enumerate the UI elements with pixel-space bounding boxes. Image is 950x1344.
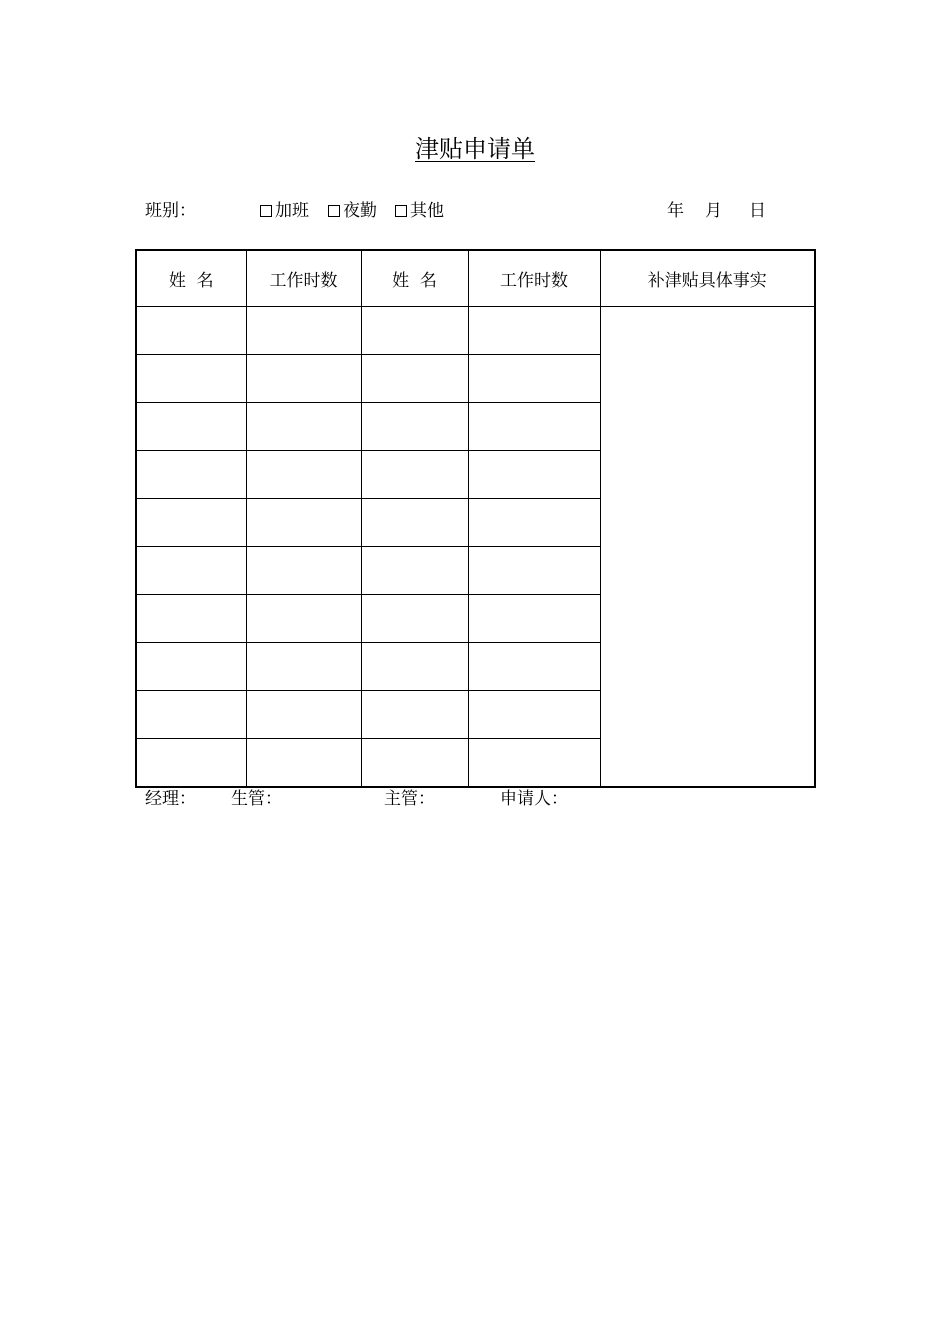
cell-hours-2[interactable]: [468, 739, 600, 788]
table-header-row: [136, 250, 815, 307]
cell-name-1[interactable]: [136, 739, 246, 788]
cell-hours-2[interactable]: [468, 691, 600, 739]
cell-hours-2[interactable]: [468, 451, 600, 499]
footer-manager-label: 经理：: [145, 789, 196, 809]
cell-name-1[interactable]: [136, 499, 246, 547]
cell-hours-1[interactable]: [246, 499, 361, 547]
cell-name-2[interactable]: [361, 307, 468, 355]
cell-hours-1[interactable]: [246, 451, 361, 499]
cell-allowance-facts[interactable]: [600, 307, 815, 788]
option-night-shift-label: 夜勤: [343, 201, 377, 221]
cell-hours-1[interactable]: [246, 403, 361, 451]
cell-name-1[interactable]: [136, 691, 246, 739]
shift-label: 班别：: [145, 201, 196, 221]
cell-hours-1[interactable]: [246, 691, 361, 739]
date-month-label: 月: [705, 201, 722, 221]
option-overtime[interactable]: [260, 200, 309, 222]
cell-hours-2[interactable]: [468, 643, 600, 691]
checkbox-other[interactable]: [395, 205, 407, 217]
page-title-text: 津贴申请单: [415, 135, 535, 163]
cell-name-2[interactable]: [361, 451, 468, 499]
option-overtime-label: 加班: [275, 201, 309, 221]
cell-name-1[interactable]: [136, 547, 246, 595]
cell-name-1[interactable]: [136, 355, 246, 403]
footer-supervisor-label: 主管：: [384, 789, 435, 809]
cell-name-2[interactable]: [361, 643, 468, 691]
cell-name-2[interactable]: [361, 403, 468, 451]
cell-hours-2[interactable]: [468, 307, 600, 355]
col-header-name-2: 姓 名: [361, 250, 468, 307]
option-other-label: 其他: [410, 201, 444, 221]
cell-hours-2[interactable]: [468, 595, 600, 643]
cell-hours-2[interactable]: [468, 403, 600, 451]
cell-hours-1[interactable]: [246, 547, 361, 595]
col-header-hours-2: 工作时数: [468, 250, 600, 307]
date-day-label: 日: [749, 201, 766, 221]
cell-name-1[interactable]: [136, 643, 246, 691]
cell-name-2[interactable]: [361, 499, 468, 547]
cell-hours-2[interactable]: [468, 499, 600, 547]
footer-applicant-label: 申请人：: [500, 789, 568, 809]
checkbox-overtime[interactable]: [260, 205, 272, 217]
cell-hours-2[interactable]: [468, 355, 600, 403]
checkbox-night-shift[interactable]: [328, 205, 340, 217]
cell-name-2[interactable]: [361, 595, 468, 643]
date-year-label: 年: [667, 201, 684, 221]
col-header-hours-1: 工作时数: [246, 250, 361, 307]
col-header-name-1: 姓 名: [136, 250, 246, 307]
cell-name-2[interactable]: [361, 739, 468, 788]
cell-name-1[interactable]: [136, 451, 246, 499]
table-row: [136, 307, 815, 355]
cell-hours-2[interactable]: [468, 547, 600, 595]
col-header-facts: 补津贴具体事实: [600, 250, 815, 307]
cell-hours-1[interactable]: [246, 307, 361, 355]
cell-name-2[interactable]: [361, 547, 468, 595]
page-title: [0, 133, 950, 165]
cell-name-1[interactable]: [136, 403, 246, 451]
cell-name-2[interactable]: [361, 355, 468, 403]
cell-name-1[interactable]: [136, 595, 246, 643]
cell-hours-1[interactable]: [246, 595, 361, 643]
allowance-table: [135, 249, 816, 788]
option-other[interactable]: [395, 200, 444, 222]
footer-production-supervisor-label: 生管：: [231, 789, 282, 809]
cell-hours-1[interactable]: [246, 643, 361, 691]
option-night-shift[interactable]: [328, 200, 377, 222]
cell-hours-1[interactable]: [246, 355, 361, 403]
cell-hours-1[interactable]: [246, 739, 361, 788]
cell-name-1[interactable]: [136, 307, 246, 355]
cell-name-2[interactable]: [361, 691, 468, 739]
